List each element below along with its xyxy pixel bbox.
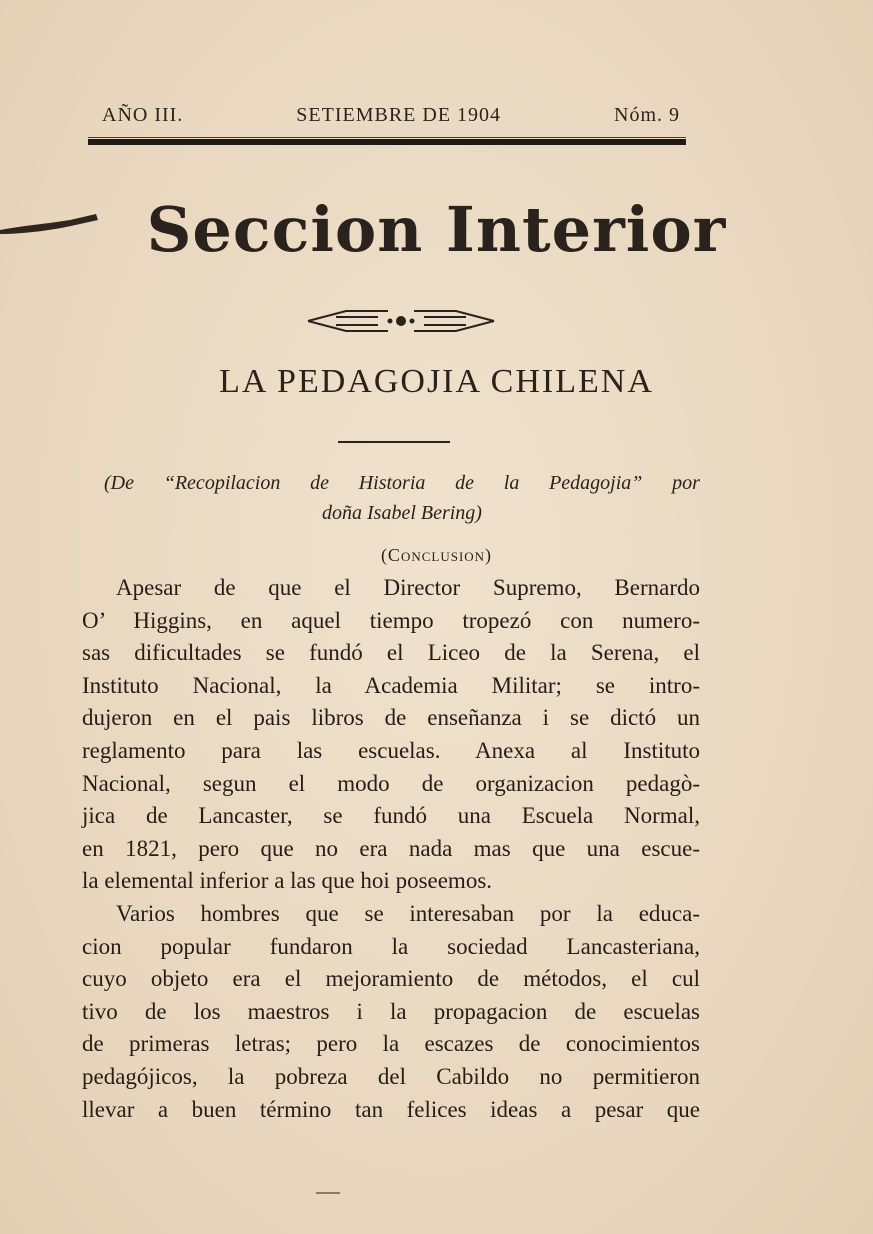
masthead <box>102 104 680 127</box>
body-line: la elemental inferior a las que hoi poseemos. <box>82 868 493 894</box>
body-line: cuyo objeto era el mejoramiento de métodos, el cul <box>82 966 700 992</box>
source-word: Historia <box>358 472 426 494</box>
section-title: Seccion Interior <box>146 193 727 266</box>
body-line: reglamento para las escuelas. Anexa al Instituto <box>82 737 700 763</box>
body-line: cion popular fundaron la sociedad Lancasteriana, <box>82 933 700 959</box>
source-word: por <box>672 472 700 494</box>
source-word: (De <box>104 472 134 494</box>
body-line: Instituto Nacional, la Academia Militar; se intro- <box>82 672 700 698</box>
source-word: la <box>503 472 520 494</box>
issue-number: Nóm. 9 <box>614 104 680 126</box>
footer-mark <box>316 1192 340 1194</box>
source-word: “Recopilacion <box>163 472 281 494</box>
body-line: O’ Higgins, en aquel tiempo tropezó con numero- <box>82 607 700 633</box>
masthead-thick-rule <box>88 139 686 145</box>
title-rule <box>338 441 450 443</box>
source-word: de <box>310 472 329 494</box>
body-line: dujeron en el pais libros de enseñanza i se dictó un <box>82 705 700 731</box>
source-line-1 <box>104 468 700 498</box>
body-line: en 1821, pero que no era nada mas que una escue- <box>82 835 700 861</box>
body-line: pedagójicos, la pobreza del Cabildo no permitieron <box>82 1063 700 1089</box>
body-line: Nacional, segun el modo de organizacion pedagò- <box>82 770 700 796</box>
body-line: tivo de los maestros i la propagacion de escuelas <box>82 998 700 1024</box>
body-line: Varios hombres que se interesaban por la educa- <box>116 900 700 926</box>
source-line-2: doña Isabel Bering) <box>322 502 482 524</box>
source-word: Pedagojia” <box>549 472 643 494</box>
issue-date: SETIEMBRE DE 1904 <box>296 104 502 126</box>
source-word: de <box>455 472 475 494</box>
body-line: Apesar de que el Director Supremo, Bernardo <box>116 575 700 600</box>
article-title: LA PEDAGOJIA CHILENA <box>219 363 654 400</box>
conclusion-label: (Conclusion) <box>380 545 493 565</box>
ornament-divider-icon <box>306 303 496 339</box>
body-line: llevar a buen término tan felices ideas a pesar que <box>82 1096 700 1122</box>
body-line: sas dificultades se fundó el Liceo de la Serena, el <box>82 640 700 666</box>
volume-year: AÑO III. <box>102 104 184 126</box>
source-citation <box>104 468 700 528</box>
masthead-thin-rule <box>88 137 686 138</box>
body-line: jica de Lancaster, se fundó una Escuela Normal, <box>82 803 700 829</box>
article-body <box>82 572 700 1126</box>
body-line: de primeras letras; pero la escazes de conocimientos <box>82 1031 700 1057</box>
